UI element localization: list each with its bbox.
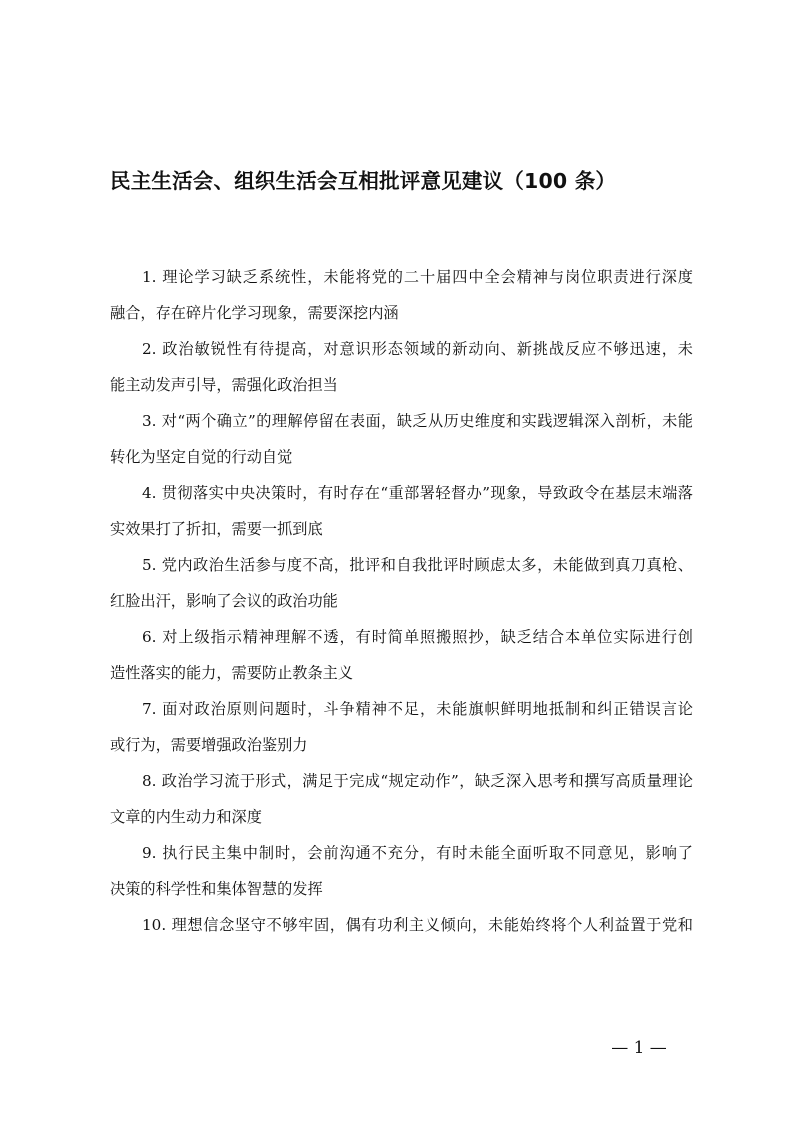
list-item (110, 694, 693, 766)
item-line-2: 红脸出汗，影响了会议的政治功能 (110, 592, 338, 610)
item-line-1: 9. 执行民主集中制时，会前沟通不充分，有时未能全面听取不同意见，影响了 (142, 844, 693, 862)
item-line-1: 2. 政治敏锐性有待提高，对意识形态领域的新动向、新挑战反应不够迅速，未 (142, 340, 693, 358)
list-item (110, 838, 693, 910)
item-line-2: 转化为坚定自觉的行动自觉 (110, 448, 293, 466)
list-item (110, 406, 693, 478)
list-item (110, 910, 693, 982)
list-item (110, 334, 693, 406)
list-item (110, 622, 693, 694)
list-item (110, 478, 693, 550)
list-item (110, 262, 693, 334)
item-line-2: 能主动发声引导，需强化政治担当 (110, 376, 338, 394)
item-line-2: 文章的内生动力和深度 (110, 808, 262, 826)
item-line-1: 7. 面对政治原则问题时，斗争精神不足，未能旗帜鲜明地抵制和纠正错误言论 (142, 700, 693, 718)
suggestion-list (110, 262, 693, 982)
item-line-2: 融合，存在碎片化学习现象，需要深挖内涵 (110, 304, 399, 322)
page-number: — 1 — (611, 1038, 667, 1058)
item-line-2: 实效果打了折扣，需要一抓到底 (110, 520, 323, 538)
item-line-1: 10. 理想信念坚守不够牢固，偶有功利主义倾向，未能始终将个人利益置于党和 (142, 916, 693, 934)
item-line-1: 5. 党内政治生活参与度不高，批评和自我批评时顾虑太多，未能做到真刀真枪、 (142, 556, 693, 574)
document-title: 民主生活会、组织生活会互相批评意见建议（100 条） (110, 169, 617, 193)
item-line-2: 或行为，需要增强政治鉴别力 (110, 736, 308, 754)
item-line-1: 6. 对上级指示精神理解不透，有时简单照搬照抄，缺乏结合本单位实际进行创 (142, 628, 693, 646)
item-line-2: 造性落实的能力，需要防止教条主义 (110, 664, 353, 682)
item-line-1: 3. 对“两个确立”的理解停留在表面，缺乏从历史维度和实践逻辑深入剖析，未能 (142, 412, 693, 430)
item-line-1: 4. 贯彻落实中央决策时，有时存在“重部署轻督办”现象，导致政令在基层末端落 (142, 484, 693, 502)
item-line-2: 决策的科学性和集体智慧的发挥 (110, 880, 323, 898)
item-line-1: 8. 政治学习流于形式，满足于完成“规定动作”，缺乏深入思考和撰写高质量理论 (142, 772, 693, 790)
list-item (110, 766, 693, 838)
list-item (110, 550, 693, 622)
item-line-1: 1. 理论学习缺乏系统性，未能将党的二十届四中全会精神与岗位职责进行深度 (142, 268, 693, 286)
